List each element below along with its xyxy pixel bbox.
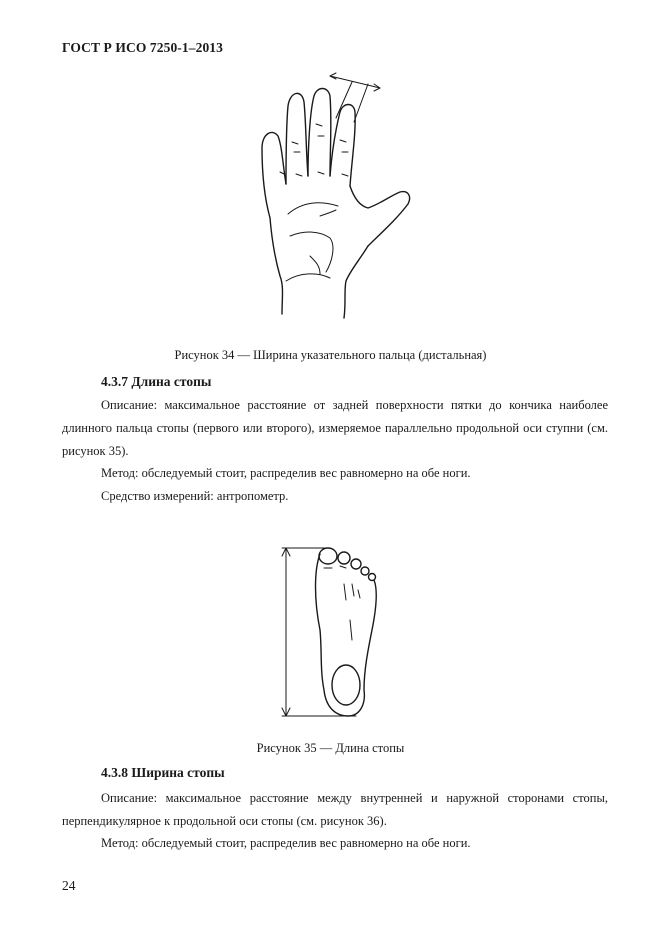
section-4-3-8-heading: 4.3.8 Ширина стопы <box>101 765 225 780</box>
figure-35-caption: Рисунок 35 — Длина стопы <box>256 741 405 755</box>
section-4-3-7-method: Метод: обследуемый стоит, распределив вес равномерно на обе ноги. <box>101 466 471 480</box>
document-header: ГОСТ Р ИСО 7250-1–2013 <box>62 40 223 55</box>
section-4-3-8-description: Описание: максимальное расстояние между внутренней и наружной сторонами стопы, перпендикулярное к продольной оси стопы (см. рисунок 36). <box>62 791 608 828</box>
section-4-3-8-method: Метод: обследуемый стоит, распределив вес равномерно на обе ноги. <box>101 836 471 850</box>
section-4-3-7-heading: 4.3.7 Длина стопы <box>101 374 212 389</box>
figure-34-caption: Рисунок 34 — Ширина указательного пальца (дистальная) <box>174 348 487 362</box>
foot-figure <box>276 540 386 725</box>
hand-figure <box>250 66 430 328</box>
section-4-3-7-instrument: Средство измерений: антропометр. <box>101 489 289 503</box>
section-4-3-7-description: Описание: максимальное расстояние от задней поверхности пятки до кончика наиболее длинного пальца стопы (первого или второго), измеряемое параллельно продольной оси ступни (см. рисунок 35). <box>62 398 608 458</box>
page-number: 24 <box>62 878 76 893</box>
